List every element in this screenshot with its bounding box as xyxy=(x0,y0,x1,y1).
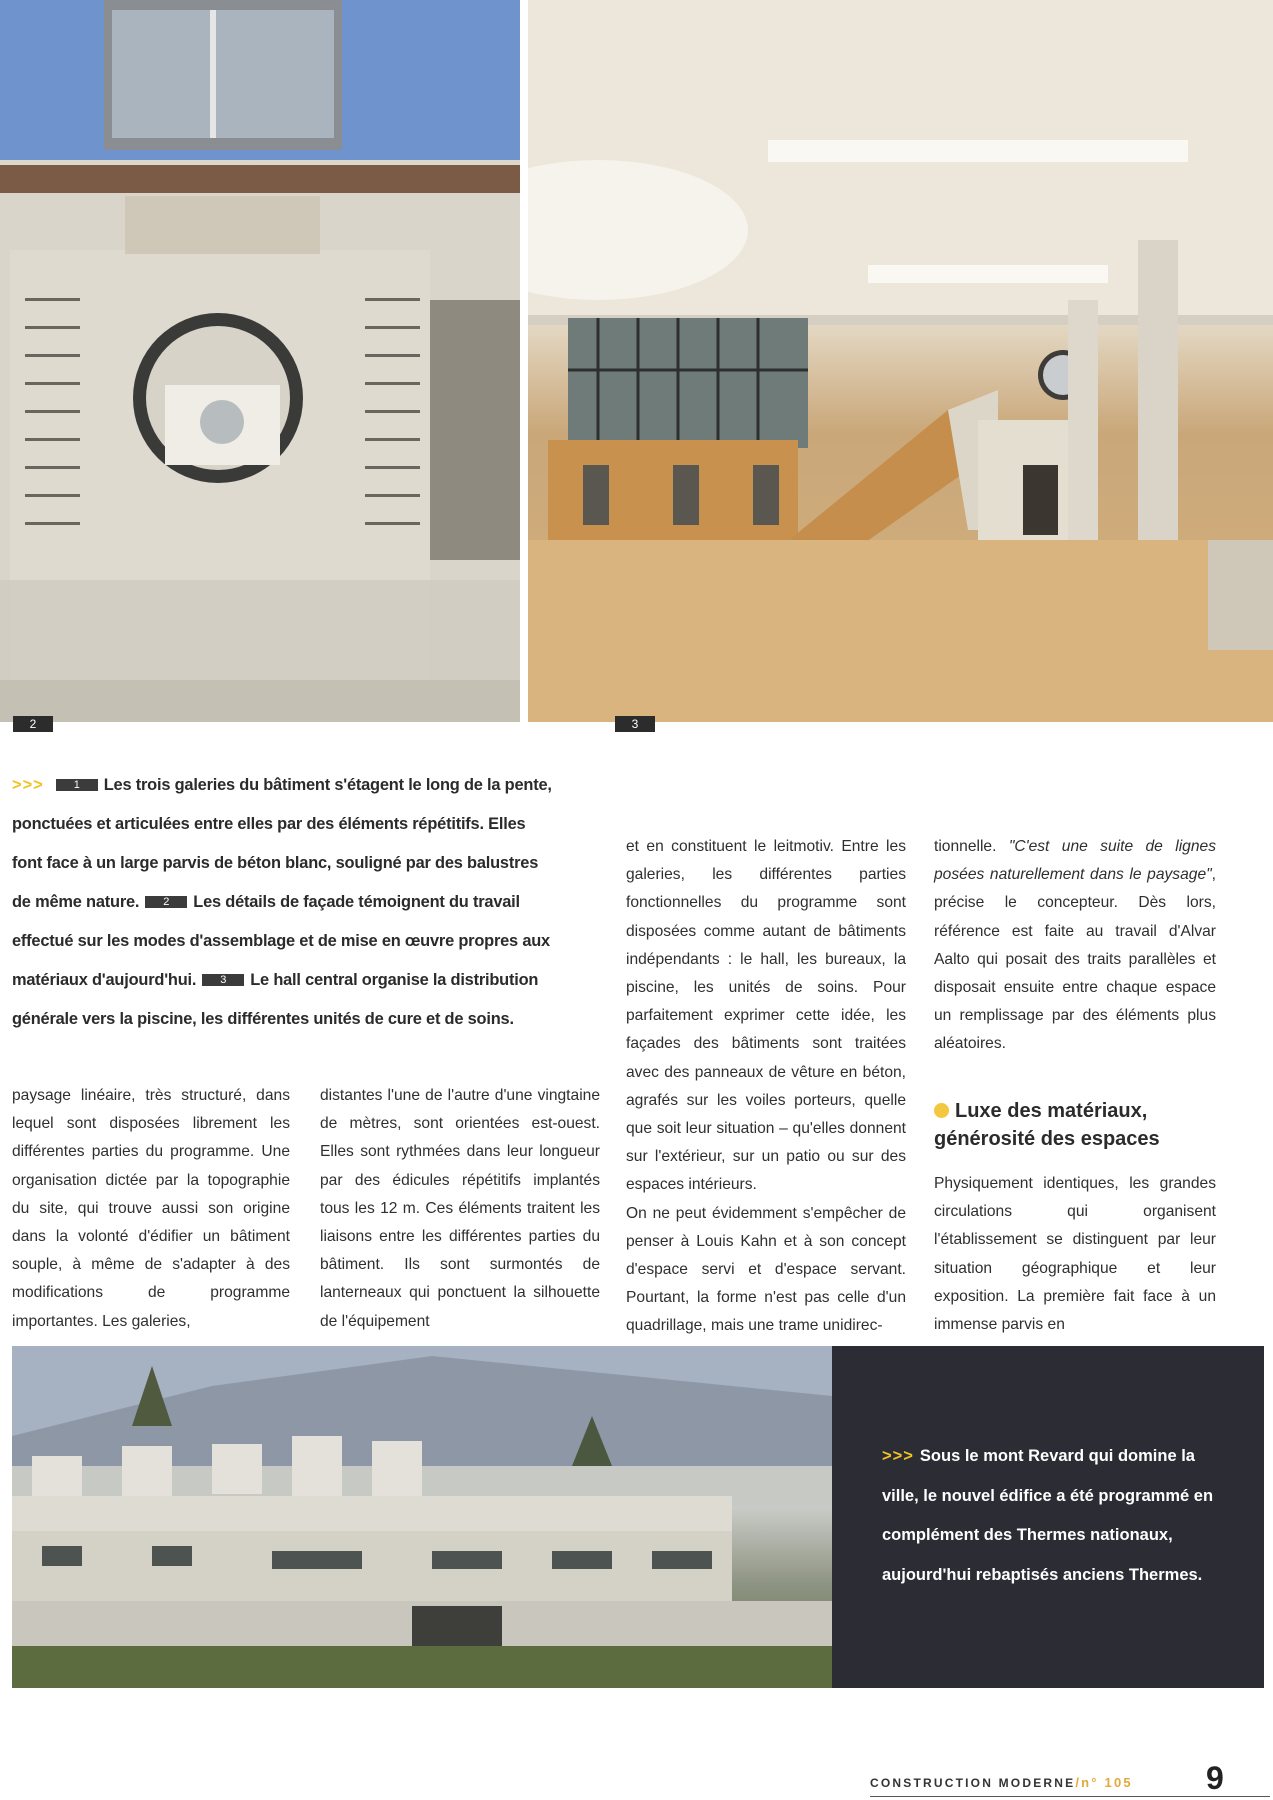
dark-caption-text: Sous le mont Revard qui domine la ville, le nouvel édifice a été programmé en complément des Thermes nationaux, aujourd'hui rebaptisés anciens Thermes. xyxy=(882,1447,1214,1584)
caption-text-2: Les détails de façade témoignent du travail effectué sur les modes d'assemblage et de mise en œuvre propres aux matériaux d'aujourd'hui. xyxy=(12,893,550,989)
caption-text-3: Le hall central organise la distribution générale vers la piscine, les différentes unités de cure et de soins. xyxy=(12,971,539,1028)
column-4b-paragraph: Physiquement identiques, les grandes circulations qui organisent l'établissement se distinguent par leur situation géographique et leur exposition. La première fait face à un immense parvis en xyxy=(934,1175,1216,1334)
footer-rule xyxy=(870,1796,1270,1797)
magazine-title: CONSTRUCTION MODERNE xyxy=(870,1776,1076,1790)
photo-facade-detail xyxy=(0,0,520,722)
column-4-paragraph xyxy=(934,833,1216,1059)
photo-number-2: 2 xyxy=(13,716,53,732)
dark-caption-arrows: >>> xyxy=(882,1447,914,1465)
text-column-1 xyxy=(12,1082,290,1336)
column-3-paragraph-2: On ne peut évidemment s'empêcher de penser à Louis Kahn et à son concept d'espace servi et d'espace servant. Pourtant, la forme n'est pas celle d'un quadrillage, mais une trame unidirec- xyxy=(626,1204,906,1335)
issue-number: n° 105 xyxy=(1081,1775,1133,1790)
column-1-paragraph: paysage linéaire, très structuré, dans lequel sont disposées librement les différentes parties du programme. Une organisation dictée par la topographie du site, qui trouve aussi son origine dans la volonté d'édifier un bâtiment souple, à même de s'adapter à des modifications de programme importantes. Les galeries, xyxy=(12,1087,290,1330)
photo-central-hall xyxy=(528,0,1273,722)
text-column-4b xyxy=(934,1170,1216,1339)
text-column-2 xyxy=(320,1082,600,1336)
bullet-dot-icon xyxy=(934,1103,949,1118)
text-column-3 xyxy=(626,833,906,1341)
caption-badge-3: 3 xyxy=(202,974,244,986)
photo-number-3: 3 xyxy=(615,716,655,732)
photo-caption xyxy=(12,766,557,1039)
page-footer xyxy=(870,1760,1270,1798)
section-heading-line-1: Luxe des matériaux, xyxy=(955,1100,1148,1122)
footer-separator: / xyxy=(1075,1775,1082,1790)
column-4-rest: , précise le concepteur. Dès lors, référence est faite au travail d'Alvar Aalto qui posait des traits parallèles et disposait ensuite entre chaque espace un remplissage par des éléments plus aléatoires. xyxy=(934,866,1216,1053)
hall-illustration xyxy=(528,0,1273,722)
building-illustration xyxy=(12,1346,832,1688)
exterior-photo-caption xyxy=(882,1437,1232,1595)
text-column-4 xyxy=(934,833,1216,1059)
facade-illustration xyxy=(0,0,520,722)
caption-badge-2: 2 xyxy=(145,896,187,908)
column-3-paragraph-1: et en constituent le leitmotiv. Entre les galeries, les différentes parties fonctionnelles du programme sont disposées comme autant de bâtiments indépendants : le hall, les bureaux, la piscine, les unités de soins. Pour parfaitement exprimer cette idée, les façades des bâtiments sont traitées avec des panneaux de vêture en béton, agrafés sur les voiles porteurs, quelle que soit leur situation – qu'elles donnent sur l'extérieur, sur un patio ou sur des espaces intérieurs. xyxy=(626,838,906,1194)
section-heading xyxy=(934,1097,1234,1153)
caption-text-1: Les trois galeries du bâtiment s'étagent le long de la pente, ponctuées et articulées entre elles par des éléments répétitifs. Elles font face à un large parvis de béton blanc, souligné par des balustres de même nature. xyxy=(12,776,552,911)
caption-badge-1: 1 xyxy=(56,779,98,791)
column-4-quote: "C'est une suite de lignes posées naturellement dans le paysage" xyxy=(934,838,1216,884)
caption-arrows: >>> xyxy=(12,776,44,794)
column-2-paragraph: distantes l'une de l'autre d'une vingtaine de mètres, sont orientées est-ouest. Elles sont rythmées dans leur longueur par des édicules répétitifs implantés tous les 12 m. Ces éléments traitent les liaisons entre les différentes parties du bâtiment. Ils sont surmontés de lanterneaux qui ponctuent la silhouette de l'équipement xyxy=(320,1087,600,1330)
photo-building-exterior xyxy=(12,1346,832,1688)
section-heading-line-2: générosité des espaces xyxy=(934,1128,1160,1150)
column-4-start: tionnelle. xyxy=(934,838,997,855)
page-number: 9 xyxy=(1206,1760,1224,1796)
magazine-name xyxy=(870,1775,1133,1790)
